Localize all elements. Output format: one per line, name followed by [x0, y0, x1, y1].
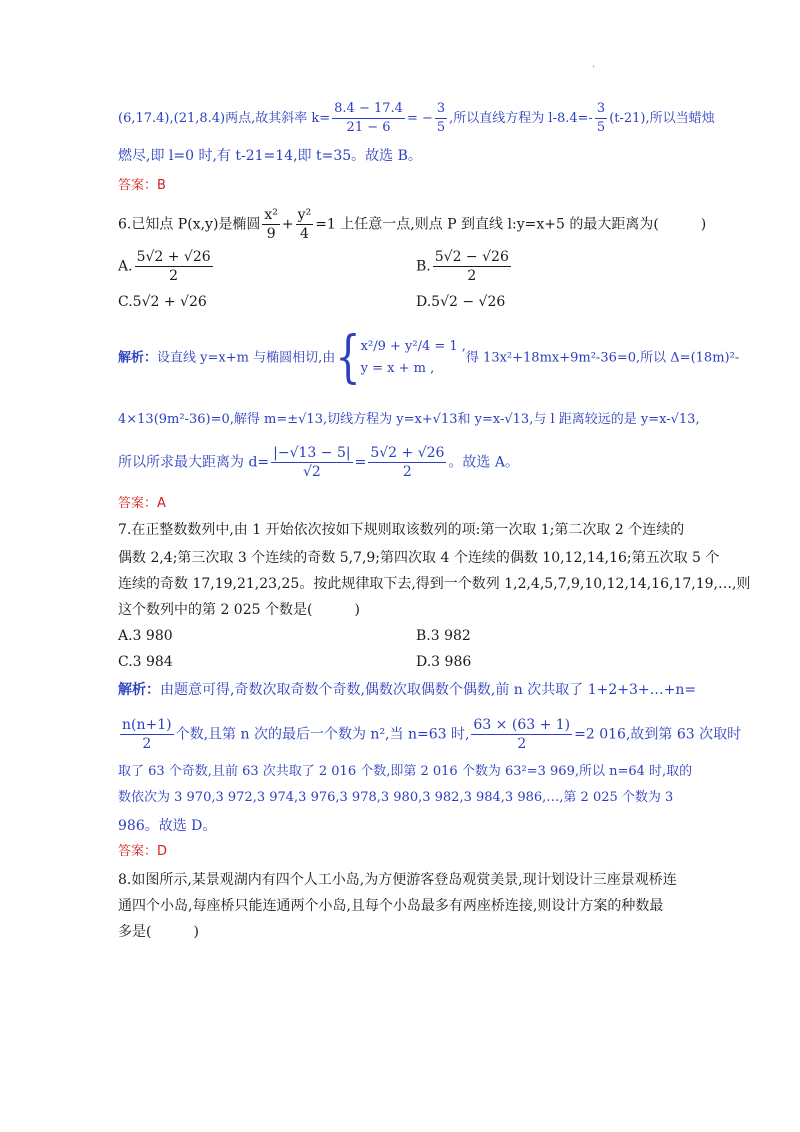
question-7-option-c: C.3 984: [118, 654, 173, 670]
question-6-option-d: D.5√2 − √26: [416, 294, 506, 310]
solution-7-line-5: 986。故选 D。: [118, 818, 217, 834]
question-8-line-1: 8.如图所示,某景观湖内有四个人工小岛,为方便游客登岛观赏美景,现计划设计三座景观桥连: [118, 872, 677, 888]
equation-system: x²/9 + y²/4 = 1 , y = x + m ,: [360, 339, 466, 376]
solution-7-line-1: 解析：由题意可得,奇数次取奇数个奇数,偶数次取偶数个偶数,前 n 次共取了 1+2+3+…+n=: [118, 682, 697, 698]
ellipse-x-term: $\frac{\text{x²}}{9}$: [264, 207, 278, 242]
question-7-option-a: A.3 980: [118, 628, 173, 644]
question-6-option-b: B. $\frac{5√2 - √26}{2}$: [416, 249, 509, 284]
question-7-line-4: 这个数列中的第 2 025 个数是( ): [118, 602, 360, 618]
answer-5: 答案：B: [118, 178, 166, 193]
solution-6-line-1: 解析：设直线 y=x+m 与椭圆相切,由{ x²/9 + y²/4 = 1 , y = x + m , 得 13x²+18mx+9m²-36=0,所以 Δ=(18m)²-: [118, 325, 740, 391]
answer-6: 答案：A: [118, 496, 166, 511]
distance-fraction: $\frac{|-√13 - 5|}{√2}$: [273, 445, 351, 480]
sum-63-fraction: $\frac{63 \times (63 + 1)}{2}$: [473, 717, 571, 752]
header-mark: ·: [592, 62, 596, 73]
solution-7-line-2: $\frac{n(n+1)}{2}$ 个数,且第 n 次的最后一个数为 n²,当 n=63 时, $\frac{63 \times (63 + 1)}{2}$ =2 016,故到第 63 次取时: [122, 717, 742, 752]
question-6-option-a: A. $\frac{5√2 + √26}{2}$: [118, 249, 211, 284]
question-7-line-3: 连续的奇数 17,19,21,23,25。按此规律取下去,得到一个数列 1,2,4,5,7,9,10,12,14,16,17,19,…,则: [118, 576, 751, 592]
distance-result-fraction: $\frac{5√2 + √26}{2}$: [370, 445, 445, 480]
solution-7-line-4: 数依次为 3 970,3 972,3 974,3 976,3 978,3 980,3 982,3 984,3 986,…,第 2 025 个数为 3: [118, 790, 674, 805]
question-8-line-3: 多是( ): [118, 924, 199, 940]
ellipse-y-term: $\frac{\text{y²}}{4}$: [297, 207, 312, 242]
solution-5-line-1: (6,17.4),(21,8.4)两点,故其斜率 k= $\frac{8.4 - 17.4}{21 - 6}$ = − $\frac{3}{5}$ ,所以直线方程为 l-8.4=- $\frac{3}{5}$ (t-21),所以当蜡烛: [118, 101, 715, 135]
question-7-line-1: 7.在正整数数列中,由 1 开始依次按如下规则取该数列的项:第一次取 1;第二次取 2 个连续的: [118, 522, 685, 538]
question-6-option-c: C.5√2 + √26: [118, 294, 207, 310]
slope-fraction: $\frac{8.4 - 17.4}{21 - 6}$: [334, 101, 403, 135]
question-7-option-d: D.3 986: [416, 654, 472, 670]
solution-6-line-3: 所以所求最大距离为 d= $\frac{|-√13 - 5|}{√2}$ = $\frac{5√2 + √26}{2}$ 。故选 A。: [118, 445, 519, 480]
solution-5-line-2: 燃尽,即 l=0 时,有 t-21=14,即 t=35。故选 B。: [118, 148, 422, 164]
solution-7-line-3: 取了 63 个奇数,且前 63 次共取了 2 016 个数,即第 2 016 个数为 63²=3 969,所以 n=64 时,取的: [118, 764, 693, 779]
question-7-line-2: 偶数 2,4;第三次取 3 个连续的奇数 5,7,9;第四次取 4 个连续的偶数 10,12,14,16;第五次取 5 个: [118, 550, 720, 566]
slope-value-fraction: $\frac{3}{5}$: [436, 101, 446, 135]
question-7-option-b: B.3 982: [416, 628, 471, 644]
answer-7: 答案：D: [118, 844, 168, 859]
sum-formula-fraction: $\frac{n(n+1)}{2}$: [122, 717, 172, 752]
question-6-stem: 6.已知点 P(x,y)是椭圆 $\frac{\text{x²}}{9}$ + $\frac{\text{y²}}{4}$ =1 上任意一点,则点 P 到直线 l:y=x+5 的最大距离为( ): [118, 207, 707, 242]
solution-6-line-2: 4×13(9m²-36)=0,解得 m=±√13,切线方程为 y=x+√13和 y=x-√13,与 l 距离较远的是 y=x-√13,: [118, 412, 700, 427]
line-eq-fraction: $\frac{3}{5}$: [596, 101, 606, 135]
question-8-line-2: 通四个小岛,每座桥只能连通两个小岛,且每个小岛最多有两座桥连接,则设计方案的种数最: [118, 898, 664, 914]
